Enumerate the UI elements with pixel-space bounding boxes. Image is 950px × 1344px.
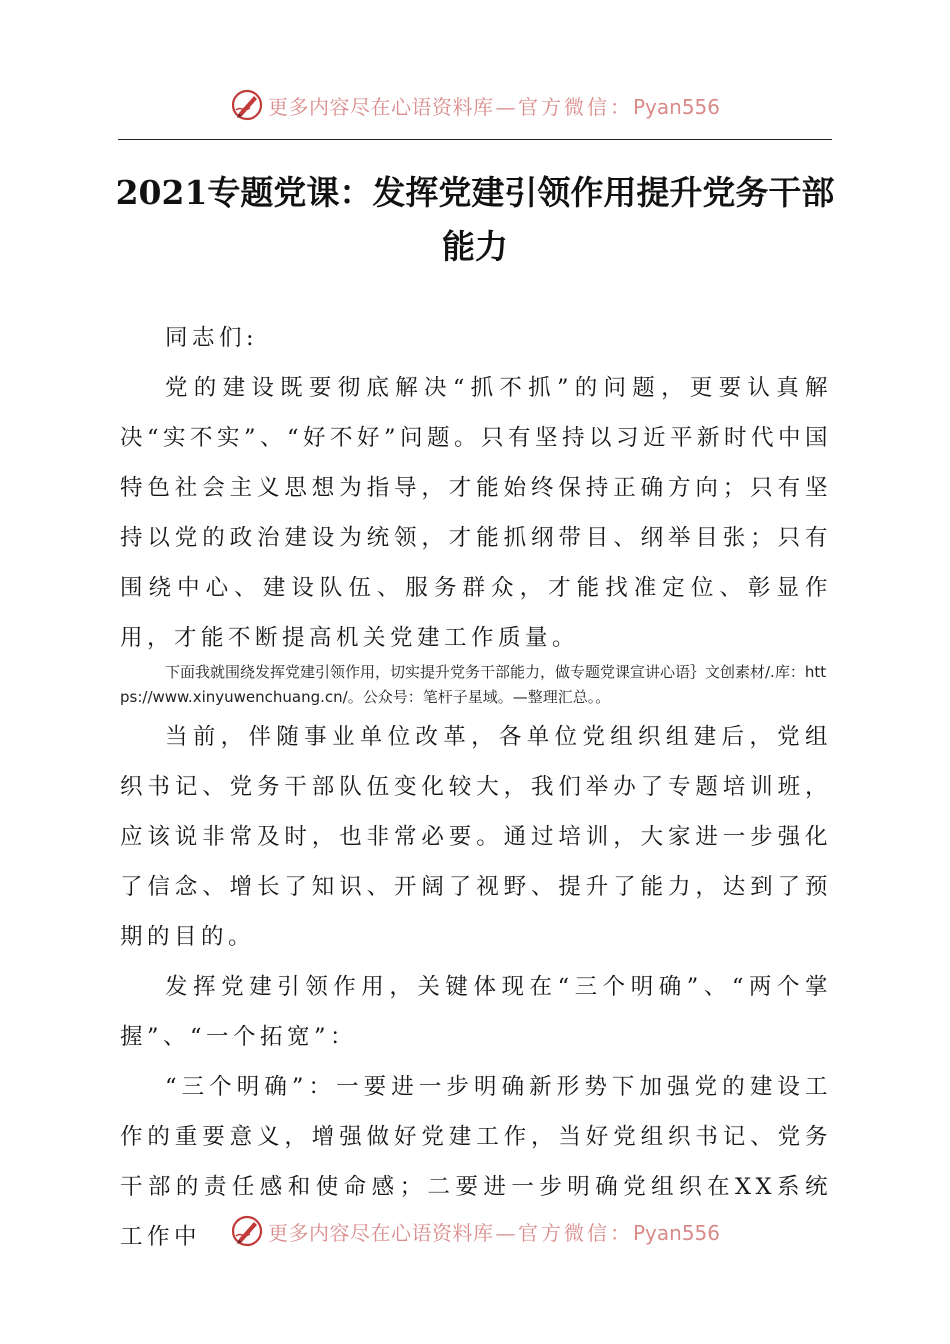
header-brand-text: 更多内容尽在心语资料库 xyxy=(267,94,494,119)
paragraph-4: “三个明确”：一要进一步明确新形势下加强党的建设工作的重要意义，增强做好党建工作，当好党组织书记、党务干部的责任感和使命感；二要进一步明确党组织在XX系统工作中 xyxy=(120,1074,832,1250)
salutation: 同志们: xyxy=(165,325,259,351)
footer-wechat-label: 官方微信： xyxy=(517,1220,633,1245)
footer-wechat-id: Pyan556 xyxy=(632,1220,720,1245)
header-brand xyxy=(268,91,720,120)
footer-dash: — xyxy=(495,1220,516,1245)
paragraph-3: 发挥党建引领作用，关键体现在“三个明确”、“两个掌握”、“一个拓宽”： xyxy=(120,974,832,1050)
footer-brand xyxy=(268,1217,720,1246)
document-title: 2021专题党课：发挥党建引领作用提升党务干部能力 xyxy=(115,173,835,266)
header-wechat-label: 官方微信： xyxy=(517,94,633,119)
source-note: 下面我就围绕发挥党建引领作用，切实提升党务干部能力，做专题党课宣讲心语｝文创素材/.库：https://www.xinyuwenchuang.cn/。公众号：笔杆子星域。—整理汇总。。 xyxy=(120,663,827,706)
header-wechat-id: Pyan556 xyxy=(632,94,720,119)
page-header-watermark xyxy=(0,85,950,125)
body-section-2 xyxy=(120,712,832,1262)
footer-brand-text: 更多内容尽在心语资料库 xyxy=(267,1220,494,1245)
header-divider xyxy=(118,139,832,140)
paragraph-1: 党的建设既要彻底解决“抓不抓”的问题，更要认真解决“实不实”、“好不好”问题。只有坚持以习近平新时代中国特色社会主义思想为指导，才能始终保持正确方向；只有坚持以党的政治建设为统领，才能抓纲带目、纲举目张；只有围绕中心、建设队伍、服务群众，才能找准定位、彰显作用，才能不断提高机关党建工作质量。 xyxy=(120,375,833,651)
header-dash: — xyxy=(495,94,516,119)
page-footer-watermark xyxy=(0,1211,950,1251)
pen-circle-icon xyxy=(230,88,264,122)
pen-circle-icon xyxy=(230,1214,264,1248)
body-section-1 xyxy=(120,313,832,663)
paragraph-2: 当前，伴随事业单位改革，各单位党组织组建后，党组织书记、党务干部队伍变化较大，我们举办了专题培训班，应该说非常及时，也非常必要。通过培训，大家进一步强化了信念、增长了知识、开阔了视野、提升了能力，达到了预期的目的。 xyxy=(120,724,832,950)
